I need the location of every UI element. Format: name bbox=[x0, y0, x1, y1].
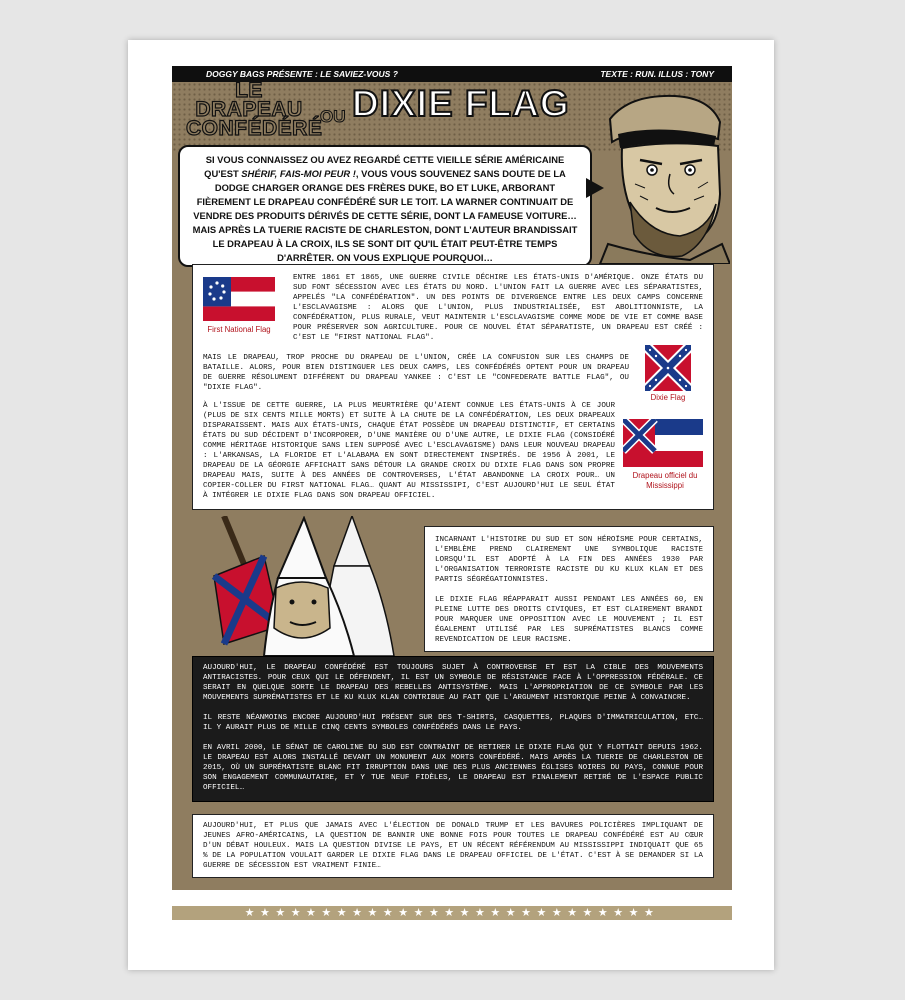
today-paragraph: AUJOURD'HUI, ET PLUS QUE JAMAIS AVEC L'ÉLECTION DE DONALD TRUMP ET LES BAVURES POLICIÈRES IMPLIQUANT DE JEUNES AFRO-AMÉRICAINS, LA QUESTION DE BANNIR UNE BONNE FOIS POUR TOUTES LE DRAPEAU CONFÉDÉRÉ EST AU CŒUR D'UN DÉBAT HOULEUX. MAIS LA QUESTION DIVISE LE PAYS, ET UN RÉCENT RÉFÉRENDUM AU MISSISSIPPI INDIQUAIT QUE 65 % DE LA POPULATION VOULAIT GARDER LE DIXIE FLAG DANS LE DRAPEAU OFFICIEL DE L'ÉTAT. C'EST À SE DEMANDER SI LA GUERRE DE SÉCESSION EST VRAIMENT FINIE… bbox=[203, 822, 703, 870]
mississippi-flag-caption: Drapeau officiel du Mississippi bbox=[632, 471, 698, 490]
dixie-flag-icon bbox=[645, 345, 691, 391]
confederate-soldier-illustration bbox=[590, 84, 730, 264]
first-national-flag-icon bbox=[203, 277, 275, 321]
title-line-1: LE DRAPEAU bbox=[195, 79, 303, 121]
title-ou: OU bbox=[320, 107, 346, 126]
speech-bubble-tail bbox=[586, 178, 604, 198]
dixie-flag-caption: Dixie Flag bbox=[650, 393, 686, 402]
intro-speech-bubble bbox=[178, 145, 592, 267]
klan-paragraph-1: INCARNANT L'HISTOIRE DU SUD ET SON HÉROÏSME POUR CERTAINS, L'EMBLÈME PREND CLAIREMENT UNE SYMBOLIQUE RACISTE LORSQU'IL EST ADOPTÉ À LA FIN DES ANNÉES 1930 PAR L'ORGANISATION TERRORISTE RACISTE DU KU KLUX KLAN ET DES PARTIS SÉGRÉGATIONNISTES. bbox=[435, 536, 703, 584]
mississippi-flag-icon bbox=[623, 419, 703, 467]
controversy-paragraph-3: EN AVRIL 2000, LE SÉNAT DE CAROLINE DU SUD EST CONTRAINT DE RETIRER LE DIXIE FLAG QUI Y FLOTTAIT DEPUIS 1962. LE DRAPEAU EST ALORS INSTALLÉ DEVANT UN MONUMENT AUX MORTS CONFÉDÉRÉ. MAIS APRÈS LA TUERIE DE CHARLESTON DE 2015, OÙ UN SUPRÉMATISTE BLANC FIT IRRUPTION DANS UNE DES PLUS ANCIENNES ÉGLISES NOIRES DU PAYS, CONNUE POUR SON ENGAGEMENT COMMUNAUTAIRE, ET Y TUE NEUF FIDÈLES, LE DRAPEAU EST FINALEMENT RETIRÉ DE L'ESPACE PUBLIC OFFICIEL… bbox=[203, 744, 703, 792]
author-credit: TEXTE : RUN. ILLUS : TONY bbox=[600, 69, 714, 79]
comic-page bbox=[172, 66, 732, 890]
klan-illustration bbox=[194, 516, 414, 656]
history-paragraph-2: MAIS LE DRAPEAU, TROP PROCHE DU DRAPEAU DE L'UNION, CRÉE LA CONFUSION SUR LES CHAMPS DE BATAILLE. ALORS, POUR BIEN DISTINGUER LES DEUX CAMPS, LES CONFÉDÉRÉS OPTENT POUR UN DRAPEAU DE GUERRE RÉSOLUMENT DIFFÉRENT DU DRAPEAU YANKEE : C'EST LE "CONFEDERATE BATTLE FLAG", OU "DIXIE FLAG". bbox=[203, 354, 629, 392]
history-paragraph-3: À L'ISSUE DE CETTE GUERRE, LA PLUS MEURTRIÈRE QU'AIENT CONNUE LES ÉTATS-UNIS À CE JOUR (PLUS DE SIX CENTS MILLE MORTS) ET SUITE À LA CHUTE DE LA CONFÉDÉRATION, LES DEUX DRAPEAUX DISPARAISSENT. MAIS AUX ÉTATS-UNIS, CHAQUE ÉTAT POSSÈDE UN DRAPEAU DISTINCTIF, ET CERTAINS ÉTATS DU SUD DÉCIDENT D'INCORPORER, D'UNE MANIÈRE OU D'UNE AUTRE, LE DIXIE FLAG (CONSIDÉRÉ COMME HÉRITAGE HISTORIQUE SANS LIEN SUPPOSÉ AVEC L'ESCLAVAGISME) DANS LEUR NOUVEAU DRAPEAU : L'ARKANSAS, LA FLORIDE ET L'ALABAMA EN SONT DIRECTEMENT INSPIRÉS. DE 1956 À 2001, LE DRAPEAU DE LA GÉORGIE AFFICHAIT SANS DÉTOUR LA GRANDE CROIX DU DIXIE FLAG DANS SON PROPRE DRAPEAU MAIS, SUITE À DES ANNÉES DE CONTROVERSES, L'ÉTAT ABANDONNE LA CROIX POUR… UN COPIER-COLLER DU FIRST NATIONAL FLAG… QUANT AU MISSISSIPI, C'EST AUJOURD'HUI LE SEUL ÉTAT À INTÉGRER LE DIXIE FLAG DANS SON DRAPEAU OFFICIEL. bbox=[203, 402, 615, 500]
series-credit: DOGGY BAGS PRÉSENTE : LE SAVIEZ-VOUS ? bbox=[206, 69, 398, 79]
first-national-flag-caption: First National Flag bbox=[207, 325, 271, 334]
stars-footer: ★★★★★★★★★★★★★★★★★★★★★★★★★★★ bbox=[172, 906, 732, 920]
title-left bbox=[186, 79, 323, 140]
history-panel bbox=[192, 264, 714, 510]
controversy-panel bbox=[192, 656, 714, 802]
controversy-paragraph-1: AUJOURD'HUI, LE DRAPEAU CONFÉDÉRÉ EST TOUJOURS SUJET À CONTROVERSE ET EST LA CIBLE DES MOUVEMENTS ANTIRACISTES. POUR CEUX QUI LE DÉFENDENT, IL EST UN SYMBOLE DE RÉSISTANCE FACE À L'OPPRESSION FÉDÉRALE. CE SERAIT EN QUELQUE SORTE LE DRAPEAU DES REBELLES ANTISYSTÈME. MAIS L'APPROPRIATION DE CE SYMBOLE PAR LES MOUVEMENTS SUPRÉMATISTES ET LE KU KLUX KLAN CONTRIBUE AU FAIT QUE L'ARGUMENT HISTORIQUE PEINE À CONVAINCRE. bbox=[203, 664, 703, 702]
page-title: DIXIE FLAG bbox=[352, 83, 570, 124]
klan-paragraph-2: LE DIXIE FLAG RÉAPPARAIT AUSSI PENDANT LES ANNÉES 60, EN PLEINE LUTTE DES DROITS CIVIQUES, ET EST CLAIREMENT BRANDI POUR MARQUER UNE OPPOSITION AVEC LE MOUVEMENT ; IL EST ÉGALEMENT UTILISÉ PAR LES SUPRÉMATISTES BLANCS COMME REVENDICATION DE LEUR RACISME. bbox=[435, 596, 703, 644]
klan-panel bbox=[424, 526, 714, 652]
history-paragraph-1: ENTRE 1861 ET 1865, UNE GUERRE CIVILE DÉCHIRE LES ÉTATS-UNIS D'AMÉRIQUE. ONZE ÉTATS DU SUD FONT SÉCESSION AVEC LES ÉTATS DU NORD. L'UNION FAIT LA GUERRE AVEC LES SÉPARATISTES, APPELÉS "LA CONFÉDÉRATION". UN DES POINTS DE DIVERGENCE ENTRE LES DEUX CAMPS CONCERNE L'ESCLAVAGISME : ALORS QUE L'UNION, PLUS INDUSTRIALISÉE, EST ABOLITIONNISTE, LA CONFÉDÉRATION, PLUS RURALE, VEUT MAINTENIR L'ESCLAVAGISME COMME MODE DE VIE ET COMME BASE POUR PRÉSERVER SON AGRICULTURE. POUR CE NOUVEL ÉTAT SÉPARATISTE, UN DRAPEAU EST CRÉÉ : C'EST LE "FIRST NATIONAL FLAG". bbox=[293, 274, 703, 342]
title-line-2: CONFÉDÉRÉ bbox=[186, 117, 323, 140]
today-panel bbox=[192, 814, 714, 878]
controversy-paragraph-2: IL RESTE NÉANMOINS ENCORE AUJOURD'HUI PRÉSENT SUR DES T-SHIRTS, CASQUETTES, PLAQUES D'IMMATRICULATION, ETC… IL Y AURAIT PLUS DE MILLE CINQ CENTS SYMBOLES CONFÉDÉRÉS DANS LE PAYS. bbox=[203, 714, 703, 732]
series-name: SHÉRIF, FAIS-MOI PEUR ! bbox=[241, 168, 356, 179]
intro-text: SI VOUS CONNAISSEZ OU AVEZ REGARDÉ CETTE VIEILLE SÉRIE AMÉRICAINE QU'EST SHÉRIF, FAIS-MOI PEUR !, VOUS VOUS SOUVENEZ SANS DOUTE DE LA DODGE CHARGER ORANGE DES FRÈRES DUKE, BO ET LUKE, ARBORANT FIÈREMENT LE DRAPEAU CONFÉDÉRÉ SUR LE TOIT. LA WARNER CONTINUAIT DE VENDRE DES PRODUITS DÉRIVÉS DE CETTE SÉRIE, DONT LA FAMEUSE VOITURE… MAIS APRÈS LA TUERIE RACISTE DE CHARLESTON, DONT L'AUTEUR BRANDISSAIT LE DRAPEAU À LA CROIX, ILS SE SONT DIT QU'IL ÉTAIT PEUT-ÊTRE TEMPS D'ARRÊTER. ON VOUS EXPLIQUE POURQUOI… bbox=[192, 154, 578, 263]
